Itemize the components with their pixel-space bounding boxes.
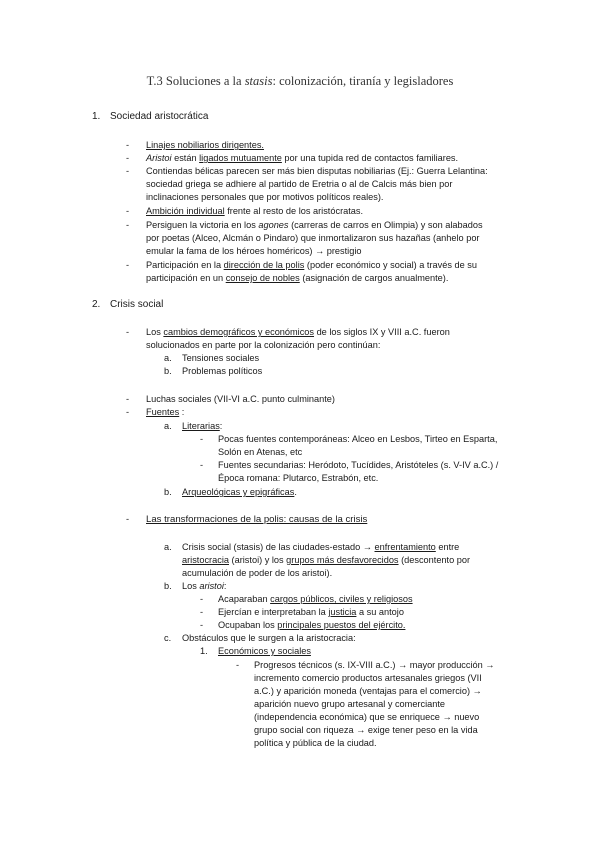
list-item-cont: solucionados en parte por la colonización pero continúan: [146, 340, 381, 350]
detail-line: Progresos técnicos (s. IX-VIII a.C.) → mayor producción → [254, 660, 495, 670]
sub-label: c. [164, 633, 172, 643]
list-item: Aristoi están ligados mutuamente por una tupida red de contactos familiares. [146, 153, 459, 163]
sub-item: Arqueológicas y epigráficas. [182, 487, 297, 497]
list-item-cont: sociedad griega se adhiere al partido de Eretria o al de Calcis más bien por [146, 179, 453, 189]
list-item-cont: por poetas (Alceo, Alcmán o Pindaro) que inmortalizaron sus hazañas (anhelo por [146, 233, 480, 243]
bullet: - [200, 434, 204, 444]
sub-label: a. [164, 353, 172, 363]
sub-item: Obstáculos que le surgen a la aristocracia: [182, 633, 356, 643]
sub-sub-item: Acaparaban cargos públicos, civiles y religiosos [218, 594, 413, 604]
sub-item: Los aristoi: [182, 581, 227, 591]
sub-item-cont: acumulación de poder de los aristoi). [182, 568, 333, 578]
bullet: - [200, 460, 204, 470]
bullet: - [126, 153, 130, 163]
sub-item: Tensiones sociales [182, 353, 260, 363]
bullet: - [126, 514, 130, 524]
list-item: Los cambios demográficos y económicos de los siglos IX y VIII a.C. fueron [146, 327, 450, 337]
detail-line: incremento comercio productos artesanales griegos (VII [254, 673, 482, 683]
sub-sub-item: Pocas fuentes contemporáneas: Alceo en Lesbos, Tirteo en Esparta, [218, 434, 498, 444]
bullet: - [126, 260, 130, 270]
sub-sub-item: Ejercían e interpretaban la justicia a su antojo [218, 607, 404, 617]
list-item-cont: inclinaciones personales que por motivos políticos reales). [146, 192, 384, 202]
list-item: Linajes nobiliarios dirigentes. [146, 140, 264, 150]
sub-item: Crisis social (stasis) de las ciudades-estado → enfrentamiento entre [182, 542, 460, 552]
detail-line: grupo social con riqueza → exige tener peso en la vida [254, 725, 478, 735]
sub-sub-item: Fuentes secundarias: Heródoto, Tucídides, Aristóteles (s. V-IV a.C.) / [218, 460, 499, 470]
list-item: Ambición individual frente al resto de los aristócratas. [146, 206, 364, 216]
section-number: 1. [92, 111, 101, 122]
sub-sub-item-cont: Solón en Atenas, etc [218, 447, 303, 457]
bullet: - [126, 327, 130, 337]
bullet: - [126, 206, 130, 216]
sub-sub-item: Ocupaban los principales puestos del ejército. [218, 620, 406, 630]
detail-line: a.C.) y aparición moneda (ventajas para el comercio) → [254, 686, 482, 696]
detail-line: aparición nuevo grupo artesanal y comerciante [254, 699, 446, 709]
bullet: - [126, 140, 130, 150]
sub-label: a. [164, 421, 172, 431]
bullet: - [200, 594, 204, 604]
bullet: - [200, 620, 204, 630]
detail-line: (independencia económica) que se enriquece → nuevo [254, 712, 480, 722]
list-item: Persiguen la victoria en los agones (carreras de carros en Olimpia) y son alabados [146, 220, 483, 230]
list-item: Luchas sociales (VII-VI a.C. punto culminante) [146, 394, 335, 404]
sub-label: b. [164, 581, 172, 591]
sub-sub-item-cont: Época romana: Plutarco, Estrabón, etc. [218, 473, 379, 483]
sub-sub-label: 1. [200, 646, 208, 656]
sub-label: b. [164, 366, 172, 376]
bullet: - [200, 607, 204, 617]
sub-label: b. [164, 487, 172, 497]
sub-item-cont: aristocracia (aristoi) y los grupos más desfavorecidos (descontento por [182, 555, 471, 565]
subheading: Las transformaciones de la polis: causas de la crisis [146, 514, 368, 525]
sub-item: Literarias: [182, 421, 223, 431]
list-item-cont: emular la fama de los héroes homéricos) → prestigio [146, 246, 362, 256]
list-item: Fuentes : [146, 407, 185, 417]
sub-label: a. [164, 542, 172, 552]
detail-line: política y pública de la ciudad. [254, 738, 377, 748]
sub-sub-item: Económicos y sociales [218, 646, 311, 656]
bullet: - [236, 660, 240, 670]
sub-item: Problemas políticos [182, 366, 263, 376]
list-item-cont: participación en un consejo de nobles (asignación de cargos anualmente). [146, 273, 449, 283]
section-heading: Sociedad aristocrática [110, 111, 209, 122]
list-item: Contiendas bélicas parecen ser más bien disputas nobiliarias (Ej.: Guerra Lelantina: [146, 166, 488, 176]
page-title: T.3 Soluciones a la stasis: colonización, tiranía y legisladores [146, 74, 454, 88]
bullet: - [126, 166, 130, 176]
bullet: - [126, 407, 130, 417]
bullet: - [126, 220, 130, 230]
list-item: Participación en la dirección de la polis (poder económico y social) a través de su [146, 260, 477, 270]
section-number: 2. [92, 299, 101, 310]
section-heading: Crisis social [110, 299, 164, 310]
bullet: - [126, 394, 130, 404]
